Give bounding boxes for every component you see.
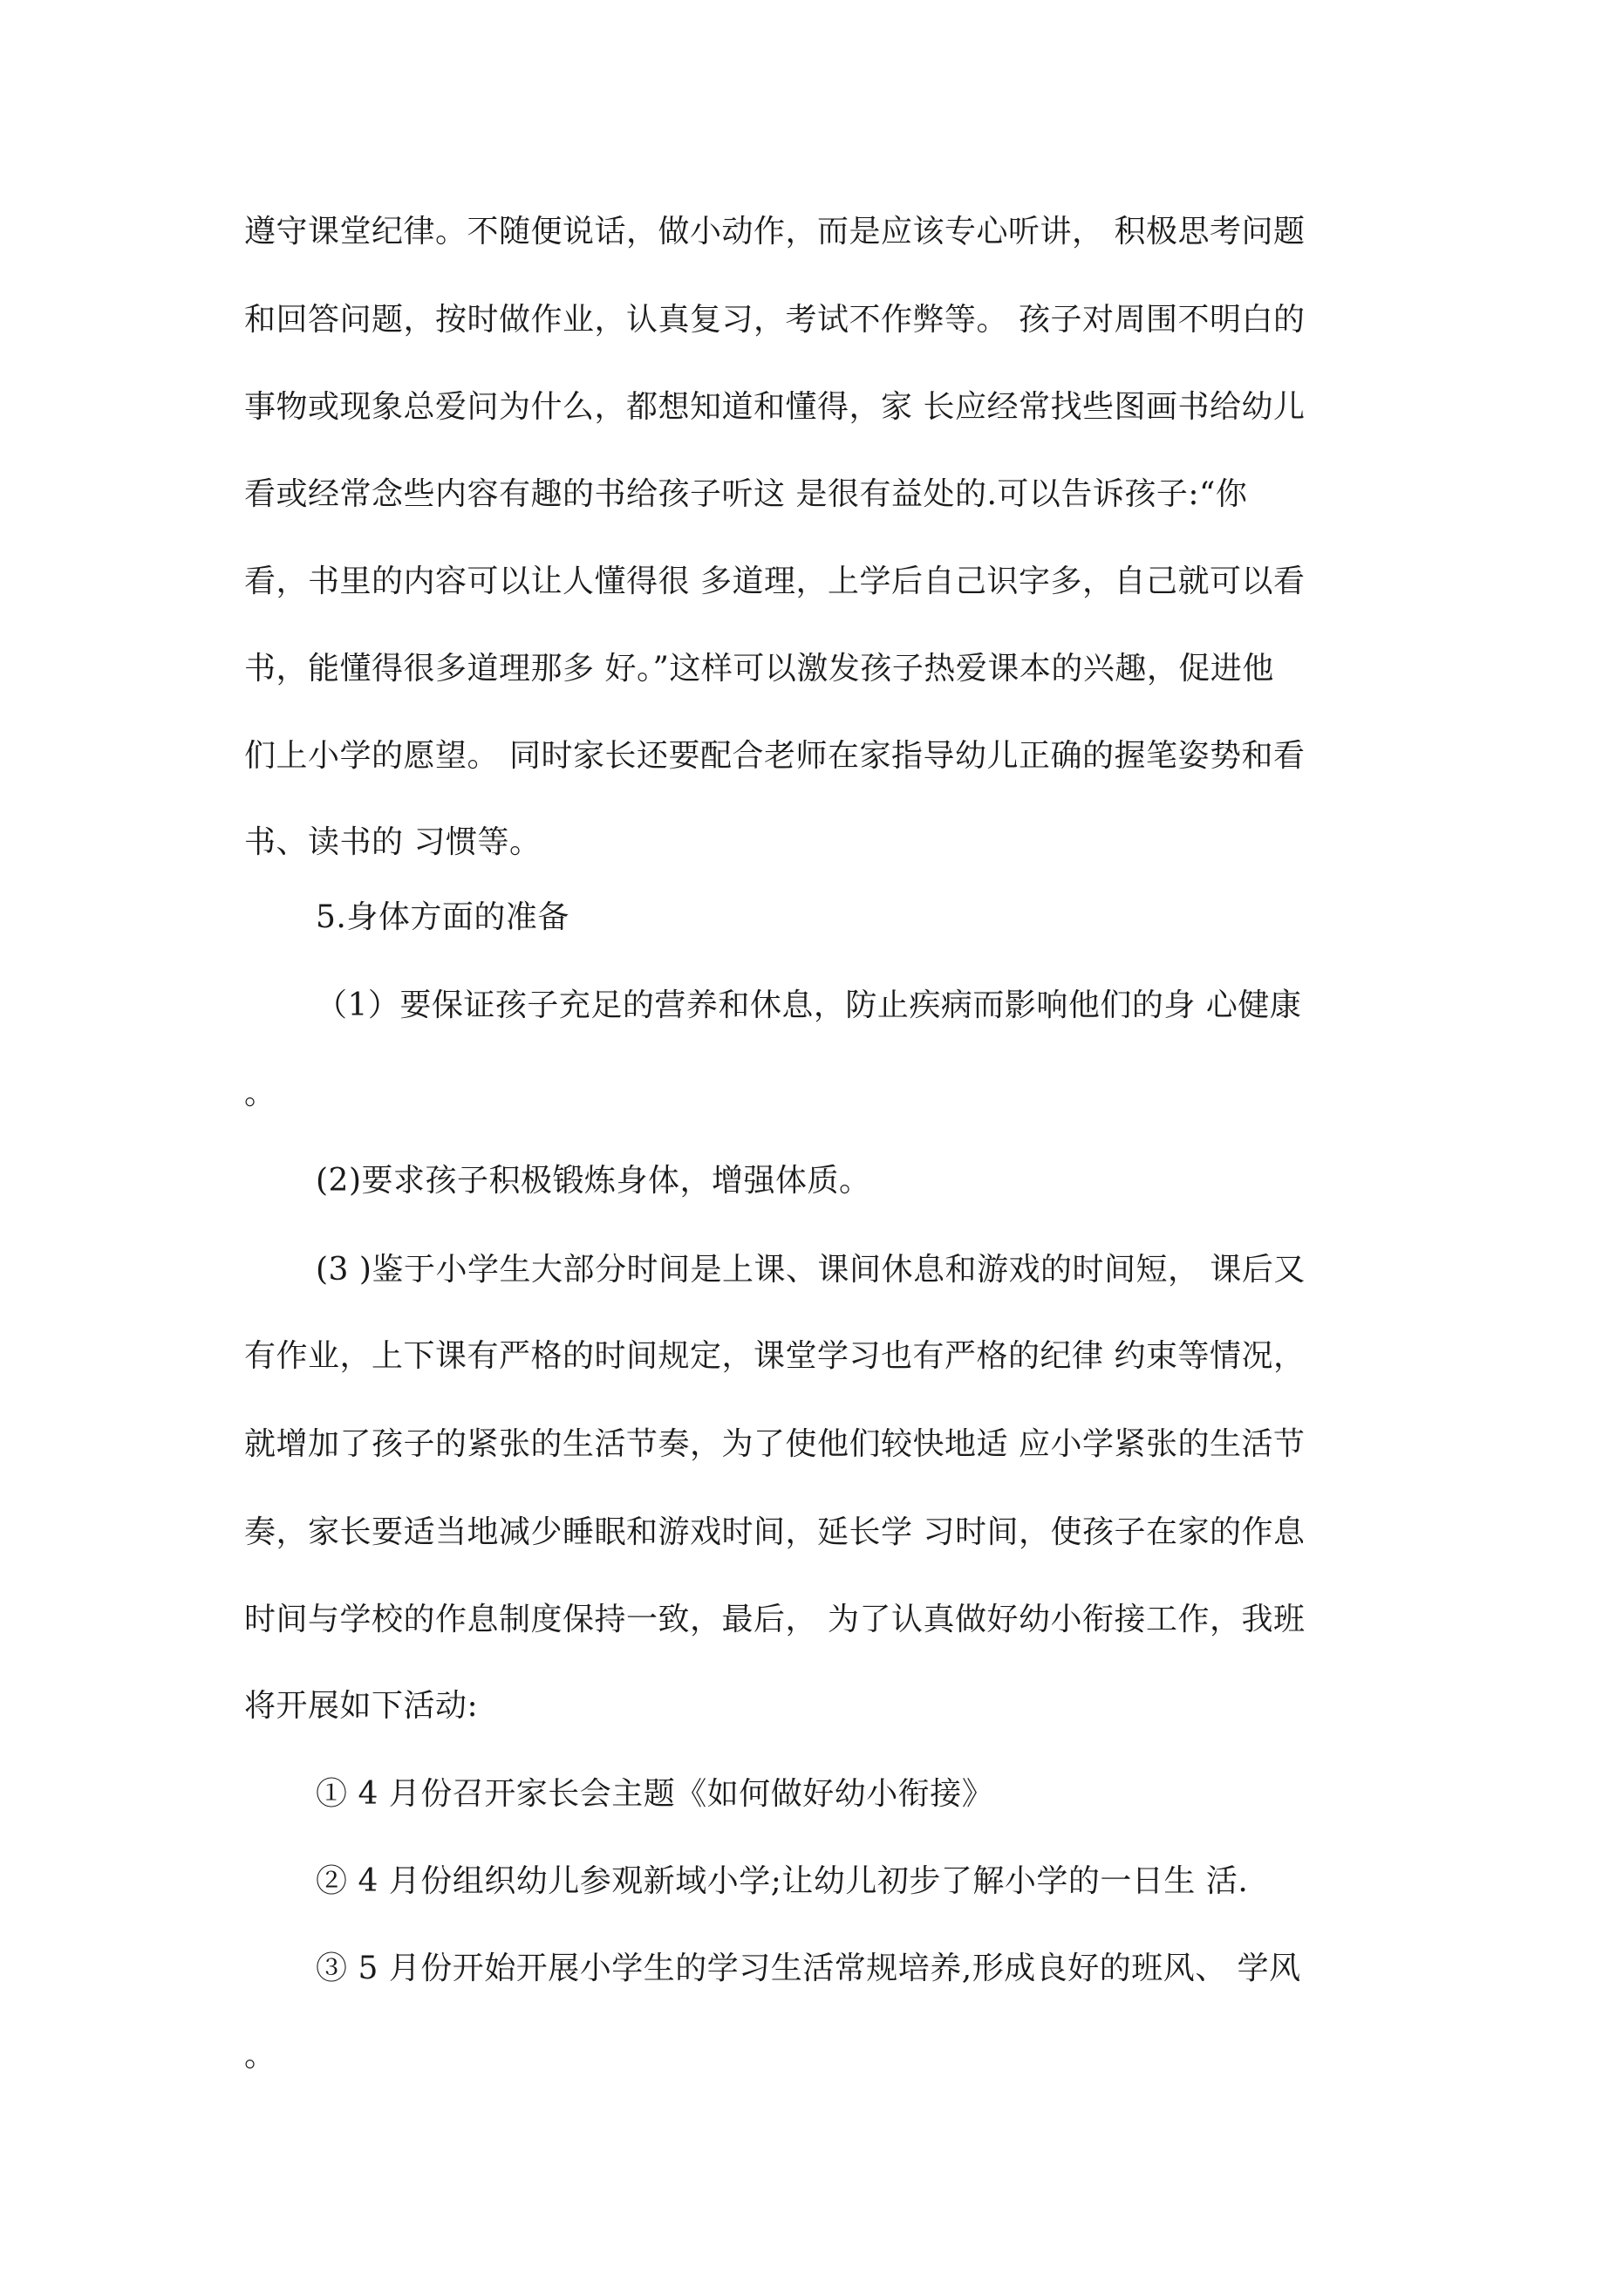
- paragraph-line: 时间与学校的作息制度保持一致，最后， 为了认真做好幼小衔接工作，我班: [244, 1602, 1306, 1637]
- list-item: （1）要保证孩子充足的营养和休息，防止疾病而影响他们的身 心健康: [316, 987, 1302, 1023]
- paragraph-line: 书，能懂得很多道理那多 好。”这样可以激发孩子热爱课本的兴趣，促进他: [244, 651, 1274, 687]
- section-heading: 5.身体方面的准备: [316, 899, 569, 935]
- paragraph-line: 。: [244, 1076, 276, 1111]
- list-item: (3 )鉴于小学生大部分时间是上课、课间休息和游戏的时间短， 课后又: [316, 1252, 1306, 1288]
- paragraph-line: 遵守课堂纪律。不随便说话，做小动作，而是应该专心听讲， 积极思考问题: [244, 214, 1306, 249]
- paragraph-line: 事物或现象总爱问为什么，都想知道和懂得，家 长应经常找些图画书给幼儿: [244, 389, 1306, 425]
- activity-item: ② 4 月份组织幼儿参观新域小学;让幼儿初步了解小学的一日生 活.: [316, 1863, 1249, 1899]
- paragraph-line: 看，书里的内容可以让人懂得很 多道理，上学后自己识字多，自己就可以看: [244, 564, 1306, 599]
- paragraph-line: 和回答问题，按时做作业，认真复习，考试不作弊等。 孩子对周围不明白的: [244, 302, 1306, 338]
- activity-item: ① 4 月份召开家长会主题《如何做好幼小衔接》: [316, 1776, 994, 1812]
- activity-item: ③ 5 月份开始开展小学生的学习生活常规培养,形成良好的班风、 学风: [316, 1951, 1301, 1986]
- list-item: (2)要求孩子积极锻炼身体，增强体质。: [316, 1163, 871, 1199]
- paragraph-line: 有作业，上下课有严格的时间规定，课堂学习也有严格的纪律 约束等情况，: [244, 1338, 1306, 1374]
- paragraph-line: 就增加了孩子的紧张的生活节奏，为了使他们较快地适 应小学紧张的生活节: [244, 1426, 1306, 1462]
- paragraph-line: 奏，家长要适当地减少睡眠和游戏时间，延长学 习时间，使孩子在家的作息: [244, 1514, 1306, 1550]
- paragraph-line: 看或经常念些内容有趣的书给孩子听这 是很有益处的.可以告诉孩子:“你: [244, 476, 1248, 512]
- paragraph-line: 们上小学的愿望。 同时家长还要配合老师在家指导幼儿正确的握笔姿势和看: [244, 738, 1306, 774]
- paragraph-line: 书、读书的 习惯等。: [244, 824, 542, 860]
- paragraph-line: 。: [244, 2038, 276, 2074]
- paragraph-line: 将开展如下活动:: [244, 1688, 479, 1724]
